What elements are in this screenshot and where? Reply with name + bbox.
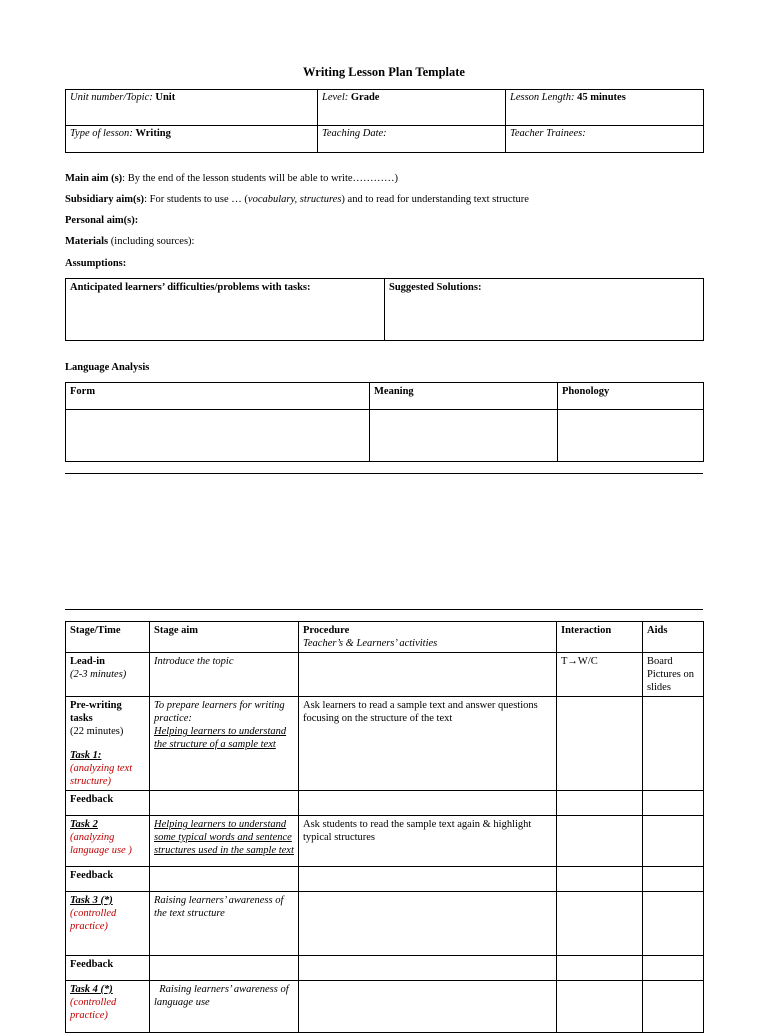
prewriting-stage: Pre-writing tasks (22 minutes) Task 1: (analyzing text structure) bbox=[66, 697, 150, 791]
task3-stage: Task 3 (*) (controlled practice) bbox=[66, 892, 150, 956]
phonology-header: Phonology bbox=[558, 383, 704, 410]
meaning-cell bbox=[370, 410, 558, 462]
interaction-header: Interaction bbox=[557, 622, 643, 653]
materials-label: Materials bbox=[65, 236, 109, 247]
stage-aim-header: Stage aim bbox=[150, 622, 299, 653]
table-row bbox=[66, 867, 704, 892]
feedback-label: Feedback bbox=[66, 956, 150, 981]
aids-header: Aids bbox=[643, 622, 704, 653]
trainees-cell: Teacher Trainees: bbox=[506, 126, 704, 153]
main-aim-label: Main aim (s) bbox=[65, 173, 123, 184]
lesson-info-table bbox=[65, 89, 704, 153]
table-row bbox=[66, 981, 704, 1033]
table-row bbox=[66, 622, 704, 653]
level-value: Grade bbox=[350, 92, 380, 103]
length-value: 45 minutes bbox=[577, 92, 626, 103]
task3-aim: Raising learners’ awareness of the text structure bbox=[150, 892, 299, 956]
stage-time-header: Stage/Time bbox=[66, 622, 150, 653]
task4-aim: Raising learners’ awareness of language use bbox=[150, 981, 299, 1033]
feedback-label: Feedback bbox=[66, 867, 150, 892]
form-cell bbox=[66, 410, 370, 462]
length-label: Lesson Length bbox=[510, 92, 571, 103]
language-analysis-table bbox=[65, 382, 704, 462]
unit-label: Unit number/Topic bbox=[70, 92, 150, 103]
unit-cell: Unit number/Topic: Unit bbox=[66, 90, 318, 126]
type-value: Writing bbox=[135, 128, 171, 139]
procedure-header: Procedure Teacher’s & Learners’ activities bbox=[299, 622, 557, 653]
leadin-aim: Introduce the topic bbox=[150, 653, 299, 697]
unit-value: Unit bbox=[155, 92, 176, 103]
meaning-header: Meaning bbox=[370, 383, 558, 410]
main-aim-text: : By the end of the lesson students will be able to write…………) bbox=[122, 173, 399, 184]
language-analysis-heading: Language Analysis bbox=[65, 362, 150, 373]
stage-table bbox=[65, 621, 704, 1033]
level-cell: Level: Grade bbox=[318, 90, 506, 126]
task2-procedure: Ask students to read the sample text again & highlight typical structures bbox=[299, 816, 557, 867]
type-label: Type of lesson bbox=[70, 128, 130, 139]
divider-line bbox=[65, 473, 703, 474]
date-label: Teaching Date: bbox=[322, 128, 387, 139]
leadin-procedure bbox=[299, 653, 557, 697]
phonology-cell bbox=[558, 410, 704, 462]
leadin-aids: Board Pictures on slides bbox=[643, 653, 704, 697]
table-row bbox=[66, 892, 704, 956]
prewriting-aids bbox=[643, 697, 704, 791]
difficulties-table bbox=[65, 278, 704, 341]
trainees-label: Teacher Trainees bbox=[510, 128, 583, 139]
materials: Materials (including sources): bbox=[65, 236, 195, 247]
feedback-label: Feedback bbox=[66, 791, 150, 816]
subsidiary-aim-label: Subsidiary aim(s) bbox=[65, 194, 145, 205]
task2-stage: Task 2 (analyzing language use ) bbox=[66, 816, 150, 867]
table-row bbox=[66, 791, 704, 816]
prewriting-procedure: Ask learners to read a sample text and answer questions focusing on the structure of the text bbox=[299, 697, 557, 791]
table-row bbox=[66, 653, 704, 697]
leadin-interaction: T→W/C bbox=[557, 653, 643, 697]
solutions-header: Suggested Solutions: bbox=[385, 279, 704, 341]
difficulties-header: Anticipated learners’ difficulties/problems with tasks: bbox=[66, 279, 385, 341]
type-cell: Type of lesson: Writing bbox=[66, 126, 318, 153]
table-row bbox=[66, 697, 704, 791]
assumptions-label: Assumptions: bbox=[65, 258, 127, 269]
prewriting-aim: To prepare learners for writing practice: Helping learners to understand the structure of a sample text bbox=[150, 697, 299, 791]
prewriting-interaction bbox=[557, 697, 643, 791]
subsidiary-aim: Subsidiary aim(s): For students to use … (vocabulary, structures) and to read for understanding text structure bbox=[65, 194, 529, 205]
divider-line bbox=[65, 609, 703, 610]
main-aim bbox=[65, 173, 398, 184]
length-cell: Lesson Length: 45 minutes bbox=[506, 90, 704, 126]
personal-aim-label: Personal aim(s): bbox=[65, 215, 139, 226]
date-cell bbox=[318, 126, 506, 153]
level-label: Level bbox=[322, 92, 345, 103]
task2-aim: Helping learners to understand some typical words and sentence structures used in the sample text bbox=[150, 816, 299, 867]
document-title: Writing Lesson Plan Template bbox=[303, 65, 465, 79]
form-header: Form bbox=[66, 383, 370, 410]
table-row bbox=[66, 816, 704, 867]
task4-stage: Task 4 (*) (controlled practice) bbox=[66, 981, 150, 1033]
table-row bbox=[66, 956, 704, 981]
leadin-stage: Lead-in (2-3 minutes) bbox=[66, 653, 150, 697]
